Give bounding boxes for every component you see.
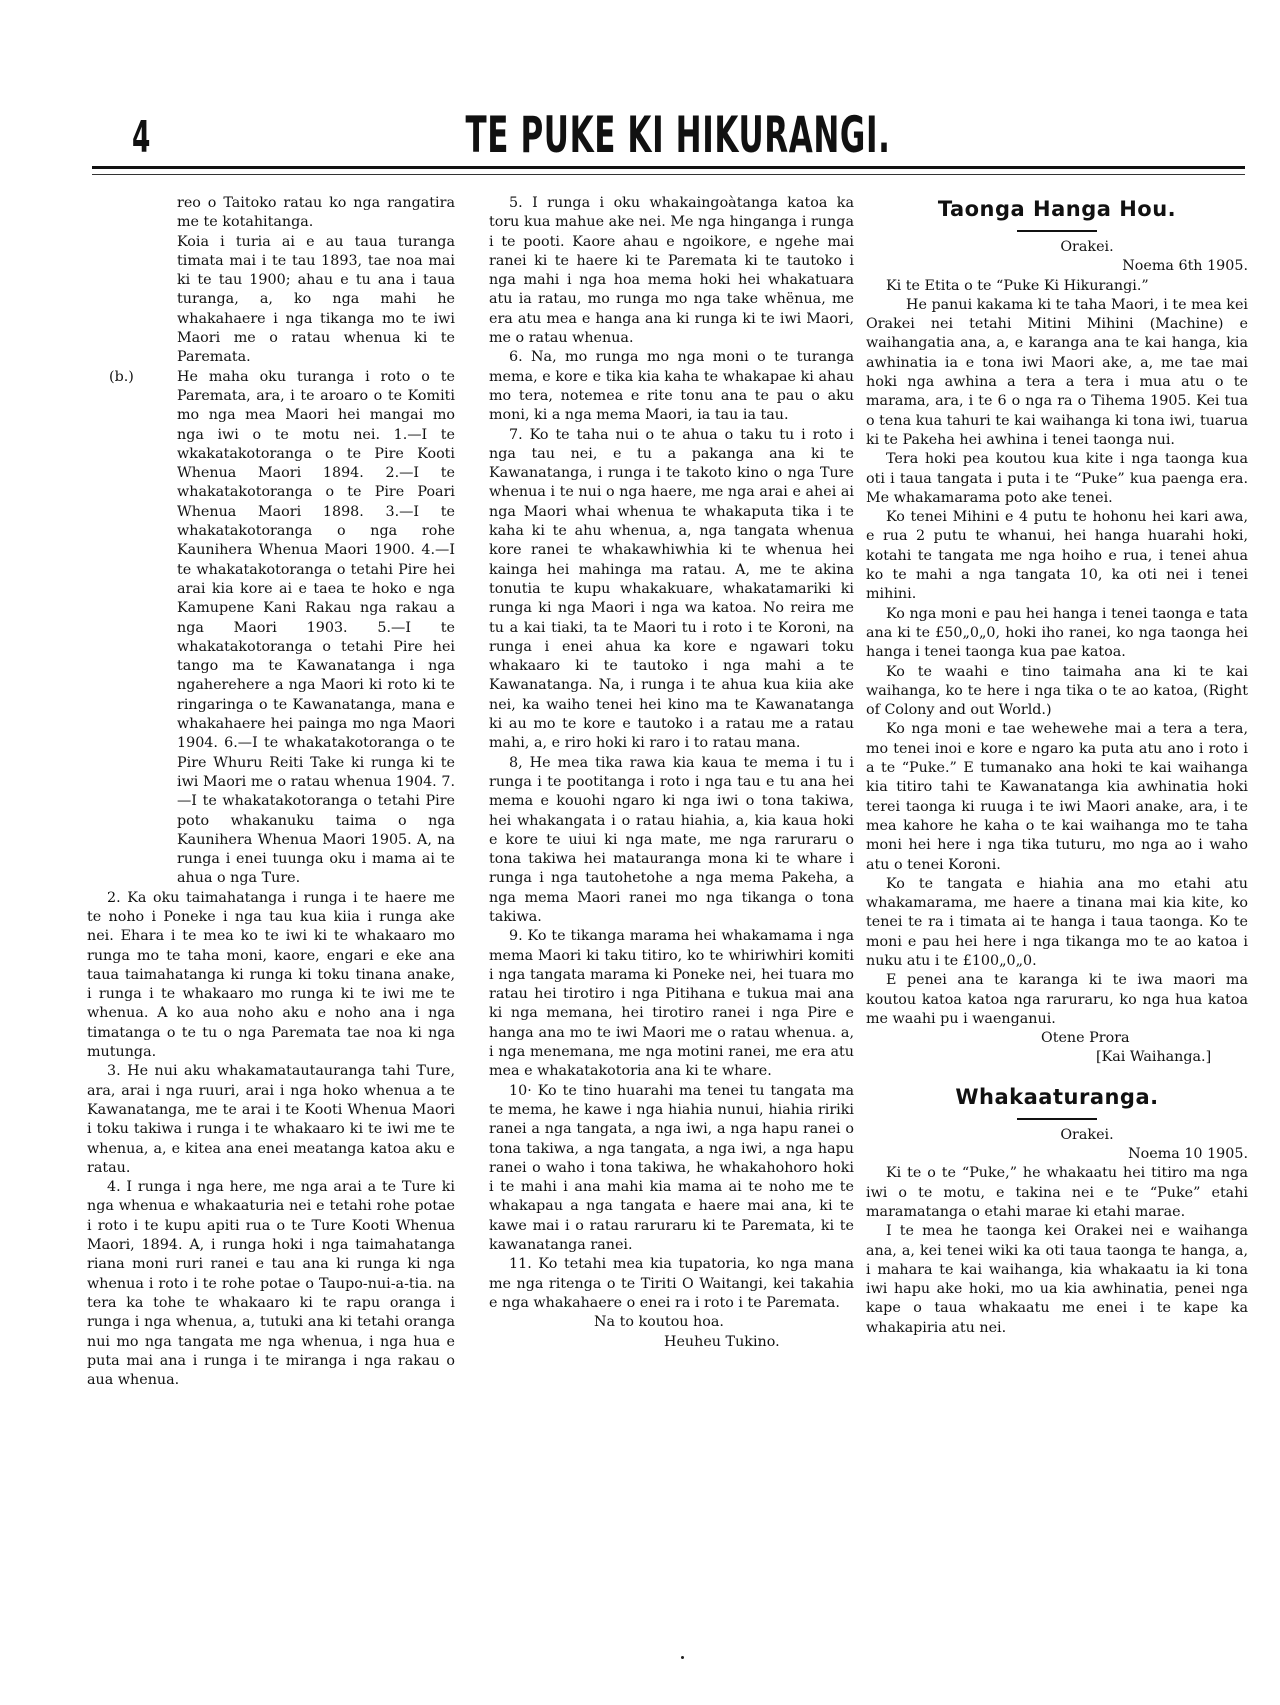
paragraph: 9. Ko te tikanga marama hei whakamama i nga mema Maori ki taku titiro, ko te whiriwhiri komiti i nga tangata marama ki Poneke nei, hei tuara mo ratau hei tirotiro i nga Pitihana e tukua mai ana ki nga memana, hei tirotiro ranei i nga Pire e hanga ana mo te iwi Maori me o ratau whenua. a, i nga menemana, me nga motini ranei, me era atu mea e whakatakotoria ana ki te whare. xyxy=(489,928,854,1080)
article-heading: Whakaaturanga. xyxy=(955,1084,1159,1109)
paragraph: Ko te waahi e tino taimaha ana ki te kai waihanga, ko te here i nga tika o te ao katoa, (Right of Colony and out World.) xyxy=(866,663,1248,719)
paragraph: Tera hoki pea koutou kua kite i nga taonga kua oti i taua tangata i puta i te “Puke” kua paenga era. Me whakamarama poto ake tenei. xyxy=(866,451,1248,506)
signature: Heuheu Tukino. xyxy=(664,1333,780,1350)
dateline-date: Noema 10 1905. xyxy=(1128,1146,1248,1163)
column-3 xyxy=(866,194,1248,1338)
paragraph: Ki te o te “Puke,” he whakaatu hei titiro ma nga iwi o te motu, e takina nei e te “Puke” etahi maramatanga o etahi marae ki etahi marae. xyxy=(866,1165,1248,1220)
print-speck xyxy=(681,1656,684,1659)
paragraph: 3. He nui aku whakamatautauranga tahi Ture, ara, arai i nga ruuri, arai i nga hoko whenua a te Kawanatanga, me te arai i te Kooti Whenua Maori i toku takiwa i runga i te whakaaro ki te iwi me te whenua, a, e kitea ana enei meatanga katoa aku e ratau. xyxy=(87,1063,455,1176)
paragraph: 7. Ko te taha nui o te ahua o taku tu i roto i nga tau nei, e tu a pakanga ana ki te Kawanatanga, i runga i te takoto kino o nga Ture whenua i te nui o nga haere, me nga arai e ahei ai nga Maori whai whenua te whakaputa tika i te kaha ki te ahu whenua, a, nga tangata whenua kore ranei te whakawhiwhia ki te whenua hei kainga hei mahinga ma ratau. A, me te akina tonutia te kupu whakakuare, whakatamariki ki runga ki nga Maori i nga wa katoa. No reira me tu a kai tiaki, ta te Maori tu i roto i te Koroni, na runga i enei ahua ka kore e ngawari toku whakaaro ki te tautoko i nga mahi a te Kawanatanga. Na, i runga i te ahua kua kiia ake nei, ka waiho tenei hei kino ma te Kawanatanga ki au mo te kore e tautoko i a ratau me a ratau mahi, a, e riro hoki ki raro i to ratau mana. xyxy=(489,426,854,752)
dateline-place: Orakei. xyxy=(1060,1126,1114,1143)
paragraph: 8, He mea tika rawa kia kaua te mema i tu i runga i te pootitanga i roto i nga tau e tu ana hei mema e kouohi ngaro ki nga iwi o tona takiwa, hei whakangata i o ratau hiahia, a, kia kaua hoki e kore te uiui ki nga mate, me nga raruraru o tona takiwa hei matauranga mona ki te whare i runga i nga tautohetohe a nga mema Pakeha, a nga mema Maori ranei mo nga tikanga o tona takiwa. xyxy=(489,754,854,925)
paragraph: E penei ana te karanga ki te iwa maori ma koutou katoa katoa nga raruraru, ko nga hua katoa me waahi pu i waenganui. xyxy=(866,972,1248,1027)
masthead-rule xyxy=(92,166,1245,169)
paragraph: 4. I runga i nga here, me nga arai a te Ture ki nga whenua e whakaaturia nei e tetahi rohe potae i roto i te kupu apiti rua o te Ture Kooti Whenua Maori, 1894. A, i runga hoki i nga taimahatanga riana moni ruri ranei e tau ana ki runga ki nga whenua i roto i te rohe potae o Taupo-nui-a-tia. na tera ka tohe te whakaaro ki te rapu oranga i runga i nga whenua, a, tutuki ana ki tetahi oranga nui mo nga tangata me nga whenua, i nga hua e puta mai ana i runga i te miranga i nga rakau o aua whenua. xyxy=(87,1179,455,1389)
newspaper-masthead: TE PUKE KI HIKURANGI. xyxy=(465,106,891,164)
paragraph: Ko nga moni e tae wehewehe mai a tera a tera, mo tenei inoi e kore e ngaro ka puta atu ano i roto i a te “Puke.” E tumanako ana hoki te kai waihanga kia titiro tahi te Kawanatanga kia awhinatia hoki terei taonga ki ruuga i te iwi Maori anake, ara, i te mea kahore he kaha o te kai waihanga mo te taha moni hei here i nga tika tuturu, mo nga ao i waho atu o tenei Koroni. xyxy=(866,721,1248,873)
paragraph: 2. Ka oku taimahatanga i runga i te haere me te noho i Poneke i nga tau kua kiia i runga ake nei. Ehara i te mea ko te iwi ki te whakaaro mo runga mo te taha moni, kaore, engari e eke ana taua taimahatanga ki runga ki toku tinana anake, i runga i te whakaaro mo runga ki te iwi me te whenua. A ko aua noho aku e noho ana i nga timatanga o te tu o nga Paremata tae noa ki nga mutunga. xyxy=(87,889,455,1061)
closing-line: Na to koutou hoa. xyxy=(594,1314,724,1331)
paragraph: 11. Ko tetahi mea kia tupatoria, ko nga mana me nga ritenga o te Tiriti O Waitangi, kei takahia e nga whakahaere o enei ra i roto i te Paremata. xyxy=(489,1256,854,1311)
paragraph: He maha oku turanga i roto o te Paremata, ara, i te aroaro o te Komiti mo nga mea Maori hei mangai mo nga iwi o te motu nei. 1.—I te wkakatakotoranga o te Pire Kooti Whenua Maori 1894. 2.—I te whakatakotoranga o te Pire Poari Whenua Maori 1898. 3.—I te whakatakotoranga o nga rohe Kaunihera Whenua Maori 1900. 4.—I te whakatakotoranga o tetahi Pire hei arai kia kore ai e taea te hoko e nga Kamupene Kani Rakau nga rakau a nga Maori 1903. 5.—I te whakatakotoranga o tetahi Pire hei tango ma te Kawanatanga i nga ngaherehere a nga Maori ki roto ki te ringaringa o te Kawanatanga, mana e whakahaere hei painga mo nga Maori 1904. 6.—I te whakatakotoranga o te Pire Whuru Reiti Take ki runga ki te iwi Maori me o ratau whenua 1904. 7.—I te whakatakotoranga o tetahi Pire poto whakanuku taima o nga Kaunihera Whenua Maori 1905. A, na runga i enei tuunga oku i mama ai te ahua o nga Ture. xyxy=(177,368,455,887)
paragraph: 5. I runga i oku whakaingoàtanga katoa ka toru kua mahue ake nei. Me nga hinganga i runga i te pooti. Kaore ahau e ngoikore, e ngehe mai ranei ki te haere ki te Paremata ki te tautoko i nga mahi i nga hoa mema hoki hei whakatuara atu ia ratau, mo runga mo nga take whënua, me era atu mea e hanga ana ki runga ki te iwi Maori, me o ratau whenua. xyxy=(489,195,854,347)
paragraph: I te mea he taonga kei Orakei nei e waihanga ana, a, kei tenei wiki ka oti taua taonga te hanga, a, i mahara te kai waihanga, kia whakaatu ia ki tona iwi hapu ake hoki, mo ua kia awhinatia, penei nga kape o taua whakaatu me enei i te kape ka whakapiria atu nei. xyxy=(866,1223,1248,1336)
paragraph: 6. Na, mo runga mo nga moni o te turanga mema, e kore e tika kia kaha te whakapae ki ahau mo tera, notemea e rite tonu ana te pau o aku moni, ki a nga mema Maori, ia tau ia tau. xyxy=(489,349,854,424)
article-heading: Taonga Hanga Hou. xyxy=(937,197,1177,221)
page-number: 4 xyxy=(132,112,150,163)
paragraph: Ko te tangata e hiahia ana mo etahi atu whakamarama, me haere a tinana mai kia kite, ko tenei te ra i timata ai te hanga i taua taonga. Ko te moni e pau hei here i nga tikanga mo te ao katoa i nuku atu i te £100„0„0. xyxy=(866,875,1248,969)
paragraph: He panui kakama ki te taha Maori, i te mea kei Orakei nei tetahi Mitini Mihini (Machine) e waihangatia ana, a, e karanga ana te kai hanga, kia awhinatia ia e tona iwi Maori ake, a, me tae mai hoki nga awhina a tera a tera i mua atu o te marama, ara, i te 6 o nga ra o Tihema 1905. Kei tua o tena kua tahuri te kai waihanga ki tona iwi, tuarua ki te Pakeha hei awhina i tenei taonga nui. xyxy=(866,296,1248,448)
dateline-date: Noema 6th 1905. xyxy=(1122,258,1248,275)
paragraph: Ko tenei Mihini e 4 putu te hohonu hei kari awa, e rua 2 putu te whanui, hei hanga huarahi hoki, kotahi te tangata me nga hoiho e rua, i tenei ahua ko te mahi a nga tangata 10, ka oti nei i tenei mihini. xyxy=(866,509,1248,603)
heading-rule xyxy=(1017,1118,1097,1120)
paragraph: Ko nga moni e pau hei hanga i tenei taonga e tata ana ki te £50„0„0, hoki iho ranei, ko nga taonga hei hanga i tenei taonga kua pae katoa. xyxy=(866,605,1248,661)
item-label: (b.) xyxy=(109,368,134,385)
continued-block xyxy=(109,194,455,889)
paragraph: reo o Taitoko ratau ko nga rangatira me te kotahitanga. xyxy=(177,195,455,231)
signature-name: Otene Prora xyxy=(1041,1030,1130,1047)
salutation: Ki te Etita o te “Puke Ki Hikurangi.” xyxy=(886,277,1149,294)
paragraph: 10· Ko te tino huarahi ma tenei tu tangata ma te mema, he kawe i nga hiahia nunui, hiahia ririki ranei a nga tangata, a nga iwi, a nga hapu ranei o tona takiwa, a nga tangata, a nga iwi, a nga hapu ranei o waho i tona takiwa, he whakahohoro hoki i te mahi i ana mahi kia mama ai te noho me te whakapau a nga tangata e haere mai ana, ki te kawe mai i o ratau raruraru ki te Paremata, ki te kawanatanga ranei. xyxy=(489,1082,854,1254)
column-2 xyxy=(489,194,854,1352)
masthead-rule-thin xyxy=(92,174,1245,175)
heading-rule xyxy=(1017,230,1097,232)
signature-title: [Kai Waihanga.] xyxy=(1096,1049,1212,1066)
list-item-b xyxy=(109,368,455,889)
dateline-place: Orakei. xyxy=(1060,239,1114,255)
paragraph: Koia i turia ai e au taua turanga timata mai i te tau 1893, tae noa mai ki te tau 1900; ahau e tu ana i taua turanga, a, ko nga mahi he whakahaere i nga tikanga mo te iwi Maori me o ratau whenua ki te Paremata. xyxy=(177,233,455,366)
column-1 xyxy=(87,194,455,1390)
